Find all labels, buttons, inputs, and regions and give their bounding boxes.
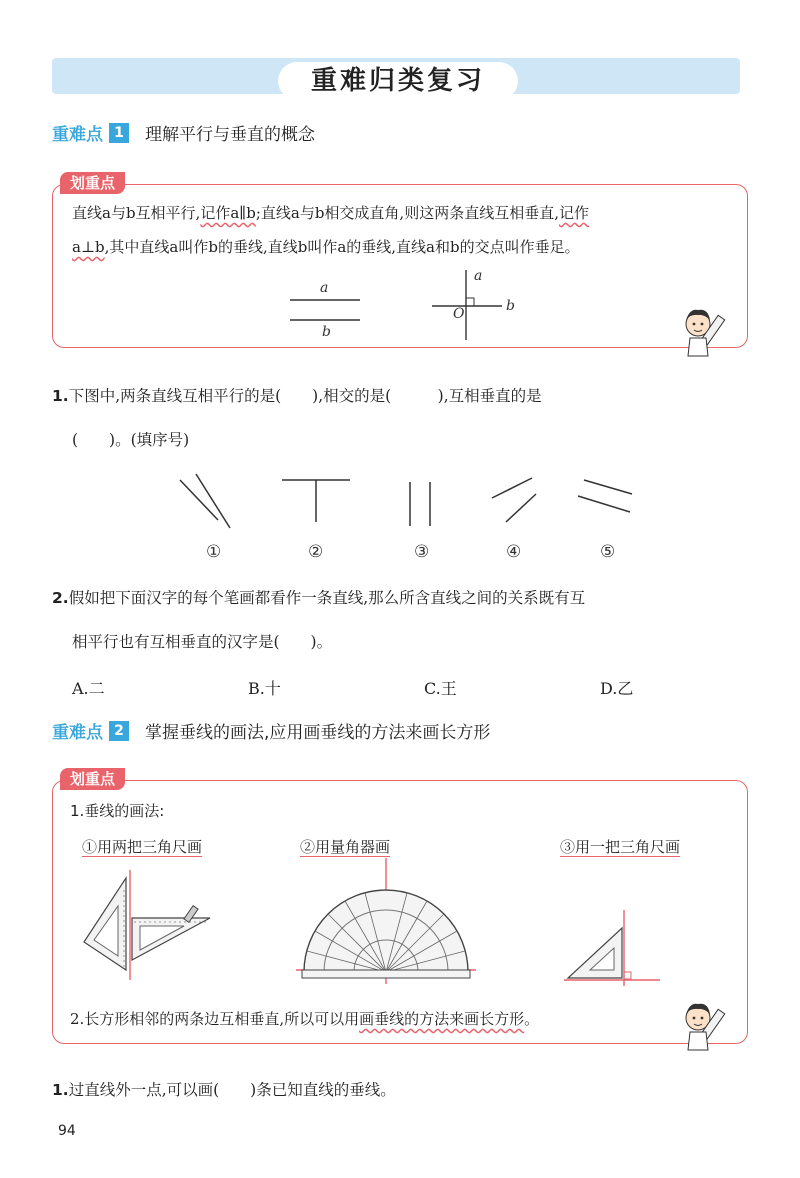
label-a: a [320,280,329,296]
question-1-line-2: ( )。(填序号) [72,431,190,449]
option-a: A.二 [72,679,105,698]
method-2-label: ②用量角器画 [300,838,391,856]
key-point-title: 掌握垂线的画法,应用画垂线的方法来画长方形 [145,723,491,743]
highlight-tag: 划重点 [60,768,125,790]
figure-4-line-b [506,494,536,522]
figure-5-line-b [584,480,632,494]
method-1-label: ①用两把三角尺画 [82,838,203,856]
two-set-squares-figure [80,870,220,990]
key-point-label: 重难点 [52,723,103,743]
label-b: b [322,324,331,340]
key-point-number: 2 [109,721,129,741]
one-set-square-figure [560,906,660,990]
figure-4-line-a [492,478,532,498]
label-b-2: b [506,298,515,314]
figure-label-2: ② [308,542,324,562]
rectangle-method-note: 2.长方形相邻的两条边互相垂直,所以可以用画垂线的方法来画长方形。 [70,1010,540,1028]
figure-5-line-a [578,496,630,512]
page-title: 重难归类复习 [278,62,518,100]
figure-label-5: ⑤ [600,542,616,562]
right-angle-mark [466,298,474,306]
figure-label-1: ① [206,542,222,562]
figure-label-3: ③ [414,542,430,562]
option-c: C.王 [424,679,457,698]
question-2-line-1: 2.假如把下面汉字的每个笔画都看作一条直线,那么所含直线之间的关系既有互 [52,589,586,607]
key-point-number: 1 [109,123,129,143]
mascot-pencil-icon [676,300,740,360]
label-a-2: a [474,268,483,284]
key-point-1-header [52,120,315,148]
figure-label-4: ④ [506,542,522,562]
page-number: 94 [58,1123,76,1139]
question-2-line-2: 相平行也有互相垂直的汉字是( )。 [72,633,333,651]
option-b: B.十 [248,679,281,698]
label-o: O [453,306,465,322]
key-point-2-header [52,718,490,746]
protractor-figure [296,858,476,988]
option-d: D.乙 [600,679,634,698]
key-point-title: 理解平行与垂直的概念 [145,125,315,145]
key-point-label: 重难点 [52,125,103,145]
question-1-line-1: 1.下图中,两条直线互相平行的是( ),相交的是( ),互相垂直的是 [52,387,542,405]
mascot-pencil-icon [676,994,740,1054]
figure-1-line-b [196,474,230,528]
question-3: 1.过直线外一点,可以画( )条已知直线的垂线。 [52,1081,396,1099]
method-heading: 1.垂线的画法: [70,802,165,820]
highlight-tag: 划重点 [60,172,125,194]
line-figures [170,470,650,534]
definition-line-1: 直线a与b互相平行,记作a∥b;直线a与b相交成直角,则这两条直线互相垂直,记作 [72,204,589,222]
definition-line-2: a⊥b,其中直线a叫作b的垂线,直线b叫作a的垂线,直线a和b的交点叫作垂足。 [72,238,580,256]
method-3-label: ③用一把三角尺画 [560,838,681,856]
